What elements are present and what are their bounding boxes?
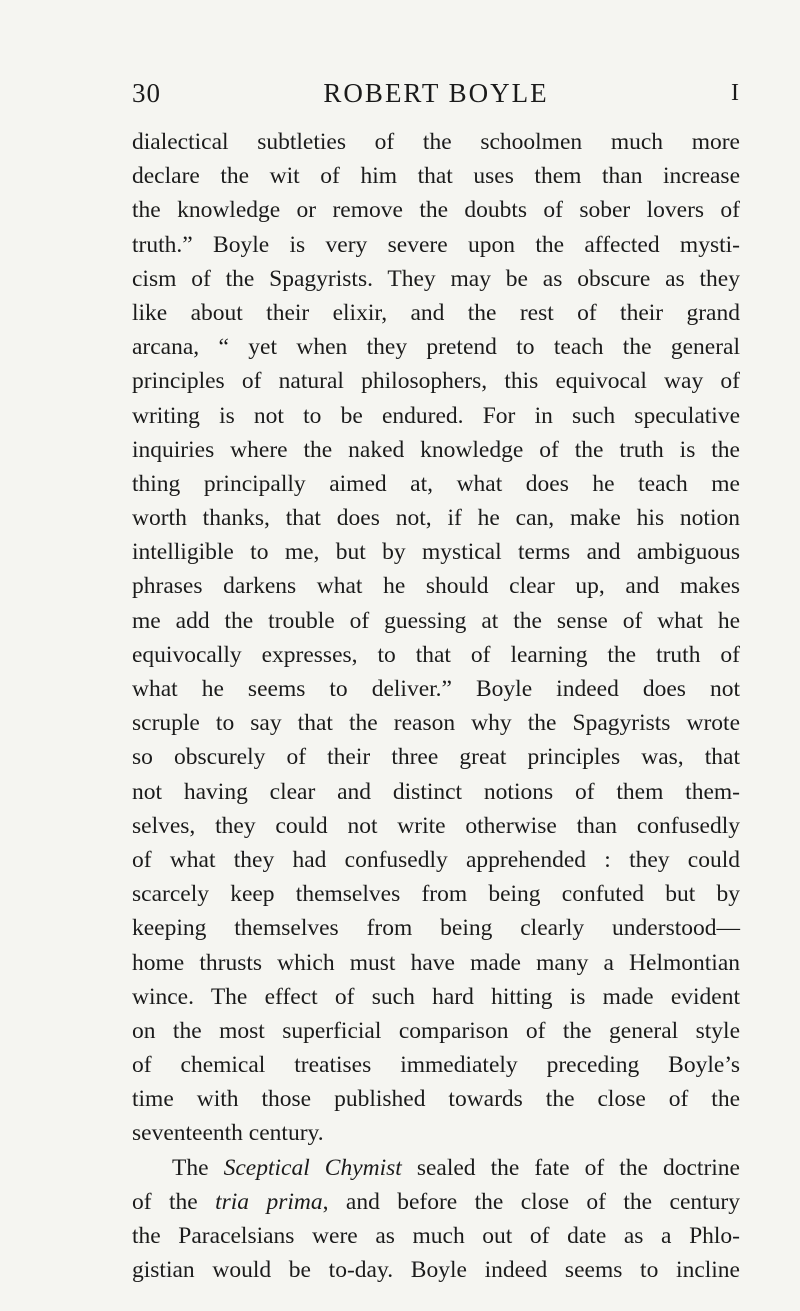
text-line: home thrusts which must have made many a Helmontian <box>132 949 740 976</box>
text-line: scruple to say that the reason why the Spagyrists wrote <box>132 710 740 737</box>
text-line: thing principally aimed at, what does he teach me <box>132 470 740 497</box>
text-line: writing is not to be endured. For in such speculative <box>132 402 740 429</box>
book-title-italic: Sceptical Chymist <box>223 1154 402 1181</box>
text-line: time with those published towards the close of the <box>132 1086 740 1113</box>
text-line: wince. The effect of such hard hitting is made evident <box>132 983 740 1010</box>
text-segment: , and before the close of the century <box>322 1188 740 1215</box>
text-line: selves, they could not write otherwise than confusedly <box>132 812 740 839</box>
body-text <box>132 125 740 1287</box>
text-line: seventeenth century. <box>132 1120 324 1147</box>
chapter-number: I <box>731 80 740 106</box>
text-line: so obscurely of their three great principles was, that <box>132 744 740 771</box>
text-line: intelligible to me, but by mystical terms and ambiguous <box>132 539 740 566</box>
text-line: phrases darkens what he should clear up, and makes <box>132 573 740 600</box>
text-line: keeping themselves from being clearly understood— <box>132 915 740 942</box>
text-line: truth.” Boyle is very severe upon the affected mysti- <box>132 231 740 258</box>
running-head <box>132 76 740 110</box>
text-line: me add the trouble of guessing at the sense of what he <box>132 607 740 634</box>
text-line: of chemical treatises immediately preceding Boyle’s <box>132 1052 740 1079</box>
text-segment: The <box>172 1154 224 1181</box>
text-line: scarcely keep themselves from being confuted but by <box>132 881 740 908</box>
text-segment: of the <box>132 1188 216 1215</box>
text-line: cism of the Spagyrists. They may be as obscure as they <box>132 265 740 292</box>
text-line <box>132 1185 740 1219</box>
text-segment: sealed the fate of the doctrine <box>401 1154 740 1181</box>
page-number: 30 <box>132 78 161 108</box>
latin-term-italic: tria prima <box>215 1188 323 1215</box>
text-line: like about their elixir, and the rest of their grand <box>132 299 740 326</box>
text-line: equivocally expresses, to that of learning the truth of <box>132 641 740 668</box>
text-line <box>132 1151 740 1185</box>
text-line: on the most superficial comparison of the general style <box>132 1017 740 1044</box>
text-line: the Paracelsians were as much out of date as a Phlo- <box>132 1223 740 1249</box>
text-line: declare the wit of him that uses them than increase <box>132 163 740 190</box>
running-title: ROBERT BOYLE <box>323 78 549 108</box>
text-line: inquiries where the naked knowledge of the truth is the <box>132 436 740 463</box>
text-line: worth thanks, that does not, if he can, make his notion <box>132 505 740 532</box>
text-line: dialectical subtleties of the schoolmen much more <box>132 129 740 155</box>
text-line: arcana, “ yet when they pretend to teach the general <box>132 334 740 361</box>
text-line: principles of natural philosophers, this equivocal way of <box>132 368 740 395</box>
text-line: gistian would be to-day. Boyle indeed seems to incline <box>132 1257 740 1284</box>
text-line: not having clear and distinct notions of them them- <box>132 778 740 805</box>
text-line: of what they had confusedly apprehended : they could <box>132 846 740 873</box>
text-line: the knowledge or remove the doubts of sober lovers of <box>132 197 740 224</box>
text-line: what he seems to deliver.” Boyle indeed does not <box>132 676 740 702</box>
